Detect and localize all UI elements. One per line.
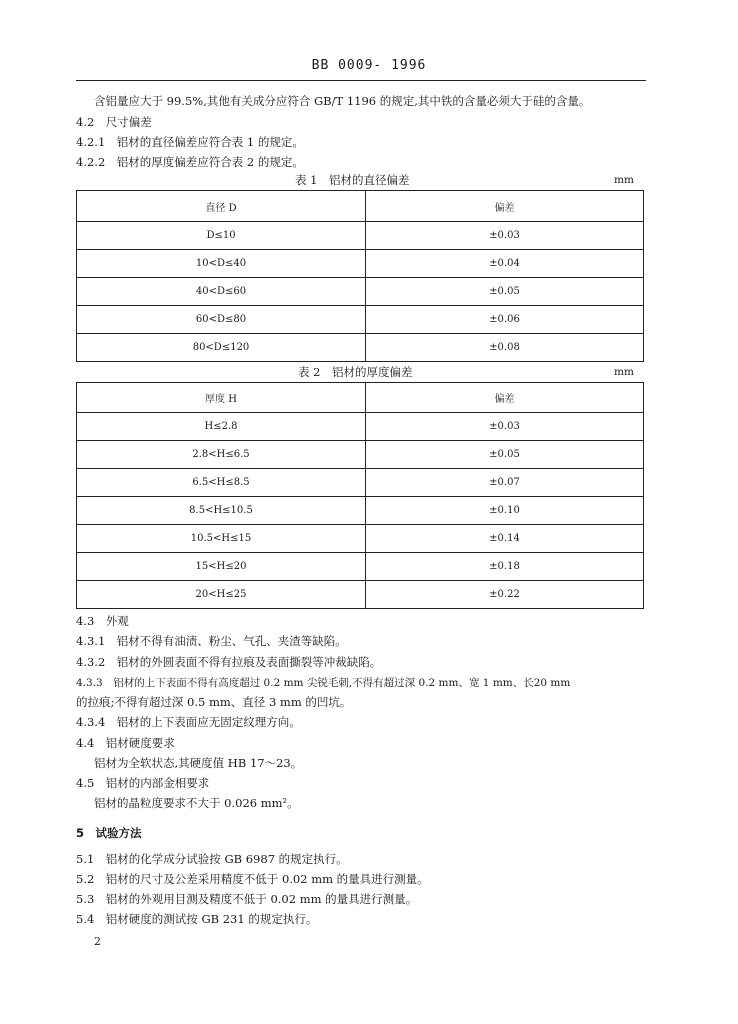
clause-number: 4.3 <box>76 614 95 628</box>
clause-text: 铝材的化学成分试验按 GB 6987 的规定执行。 <box>105 852 348 866</box>
clause-4-2-heading <box>76 115 152 129</box>
table-row <box>77 250 644 278</box>
thickness-range: 20<H≤25 <box>77 581 366 609</box>
section-5-heading <box>76 826 142 840</box>
clause-number: 4.3.4 <box>76 715 106 729</box>
clause-number: 5.4 <box>76 912 95 926</box>
thickness-range: 15<H≤20 <box>77 553 366 581</box>
section-number: 5 <box>76 826 85 840</box>
clause-text: 铝材的上下表面不得有高度超过 0.2 mm 尖锐毛刺,不得有超过深 0.2 mm、宽 1 mm、长20 mm <box>113 677 571 689</box>
thickness-range: 6.5<H≤8.5 <box>77 469 366 497</box>
clause-number: 4.5 <box>76 776 95 790</box>
clause-number: 5.1 <box>76 852 95 866</box>
clause-text: 铝材的直径偏差应符合表 1 的规定。 <box>116 135 304 149</box>
clause-4-3-4 <box>76 715 301 729</box>
clause-4-4-text: 铝材为全软状态,其硬度值 HB 17～23。 <box>94 756 303 770</box>
table-row <box>77 334 644 362</box>
clause-number: 4.4 <box>76 736 95 750</box>
table-row <box>77 581 644 609</box>
tolerance-value: ±0.10 <box>366 497 644 525</box>
table-row <box>77 413 644 441</box>
clause-text: 铝材硬度的测试按 GB 231 的规定执行。 <box>105 912 318 926</box>
table-header-row <box>77 383 644 413</box>
table-row <box>77 222 644 250</box>
tolerance-value: ±0.06 <box>366 306 644 334</box>
clause-number: 4.3.2 <box>76 655 106 669</box>
standard-code-header: BB 0009- 1996 <box>311 58 427 73</box>
diameter-range: D≤10 <box>77 222 366 250</box>
clause-4-5-text: 铝材的晶粒度要求不大于 0.026 mm²。 <box>94 796 299 810</box>
thickness-range: 10.5<H≤15 <box>77 525 366 553</box>
clause-4-4-heading <box>76 736 175 750</box>
clause-number: 5.2 <box>76 872 95 886</box>
tolerance-value: ±0.07 <box>366 469 644 497</box>
table-row <box>77 469 644 497</box>
clause-title: 尺寸偏差 <box>105 115 152 129</box>
tolerance-value: ±0.05 <box>366 278 644 306</box>
clause-text: 铝材的外圆表面不得有拉痕及表面撕裂等冲裁缺陷。 <box>116 655 382 669</box>
paragraph-aluminum-content: 含铝量应大于 99.5%,其他有关成分应符合 GB/T 1196 的规定,其中铁的含量必须大于硅的含量。 <box>94 94 591 108</box>
clause-5-2 <box>76 872 429 886</box>
tolerance-value: ±0.22 <box>366 581 644 609</box>
table-row <box>77 553 644 581</box>
tolerance-value: ±0.04 <box>366 250 644 278</box>
table-row <box>77 441 644 469</box>
header-tolerance: 偏差 <box>366 383 644 413</box>
clause-4-5-heading <box>76 776 209 790</box>
tolerance-value: ±0.05 <box>366 441 644 469</box>
section-title: 试验方法 <box>95 826 142 840</box>
header-rule <box>76 80 646 81</box>
clause-5-3 <box>76 892 417 906</box>
clause-title: 外观 <box>105 614 129 628</box>
table-2-caption: 表 2 铝材的厚度偏差 <box>298 365 413 379</box>
table-1-diameter-tolerance <box>76 190 644 362</box>
table-1-unit: mm <box>614 174 634 186</box>
clause-text: 铝材的厚度偏差应符合表 2 的规定。 <box>116 155 304 169</box>
clause-4-2-2 <box>76 155 304 169</box>
clause-5-1 <box>76 852 348 866</box>
clause-number: 5.3 <box>76 892 95 906</box>
tolerance-value: ±0.14 <box>366 525 644 553</box>
clause-number: 4.3.1 <box>76 634 106 648</box>
table-row <box>77 306 644 334</box>
clause-4-2-1 <box>76 135 304 149</box>
clause-4-3-3-continued: 的拉痕;不得有超过深 0.5 mm、直径 3 mm 的凹坑。 <box>76 695 352 709</box>
diameter-range: 10<D≤40 <box>77 250 366 278</box>
table-2-thickness-tolerance <box>76 382 644 609</box>
tolerance-value: ±0.03 <box>366 222 644 250</box>
thickness-range: H≤2.8 <box>77 413 366 441</box>
clause-title: 铝材硬度要求 <box>105 736 175 750</box>
clause-number: 4.2 <box>76 115 95 129</box>
diameter-range: 60<D≤80 <box>77 306 366 334</box>
clause-4-3-2 <box>76 655 381 669</box>
clause-text: 铝材的尺寸及公差采用精度不低于 0.02 mm 的量具进行测量。 <box>105 872 429 886</box>
clause-title: 铝材的内部金相要求 <box>105 776 210 790</box>
diameter-range: 80<D≤120 <box>77 334 366 362</box>
clause-4-3-3 <box>76 676 570 690</box>
page-number: 2 <box>94 935 101 948</box>
clause-number: 4.3.3 <box>76 677 103 689</box>
clause-number: 4.2.2 <box>76 155 106 169</box>
table-2-unit: mm <box>614 366 634 378</box>
table-row <box>77 497 644 525</box>
clause-text: 铝材的外观用目测及精度不低于 0.02 mm 的量具进行测量。 <box>105 892 418 906</box>
thickness-range: 2.8<H≤6.5 <box>77 441 366 469</box>
table-row <box>77 278 644 306</box>
clause-4-3-1 <box>76 634 347 648</box>
diameter-range: 40<D≤60 <box>77 278 366 306</box>
table-1-caption: 表 1 铝材的直径偏差 <box>295 173 410 187</box>
tolerance-value: ±0.08 <box>366 334 644 362</box>
table-header-row <box>77 191 644 222</box>
header-tolerance: 偏差 <box>366 191 644 222</box>
tolerance-value: ±0.18 <box>366 553 644 581</box>
header-diameter: 直径 D <box>77 191 366 222</box>
tolerance-value: ±0.03 <box>366 413 644 441</box>
thickness-range: 8.5<H≤10.5 <box>77 497 366 525</box>
clause-text: 铝材不得有油渍、粉尘、气孔、夹渣等缺陷。 <box>116 634 347 648</box>
table-row <box>77 525 644 553</box>
clause-4-3-heading <box>76 614 129 628</box>
header-thickness: 厚度 H <box>77 383 366 413</box>
clause-5-4 <box>76 912 317 926</box>
clause-number: 4.2.1 <box>76 135 106 149</box>
clause-text: 铝材的上下表面应无固定纹理方向。 <box>116 715 301 729</box>
